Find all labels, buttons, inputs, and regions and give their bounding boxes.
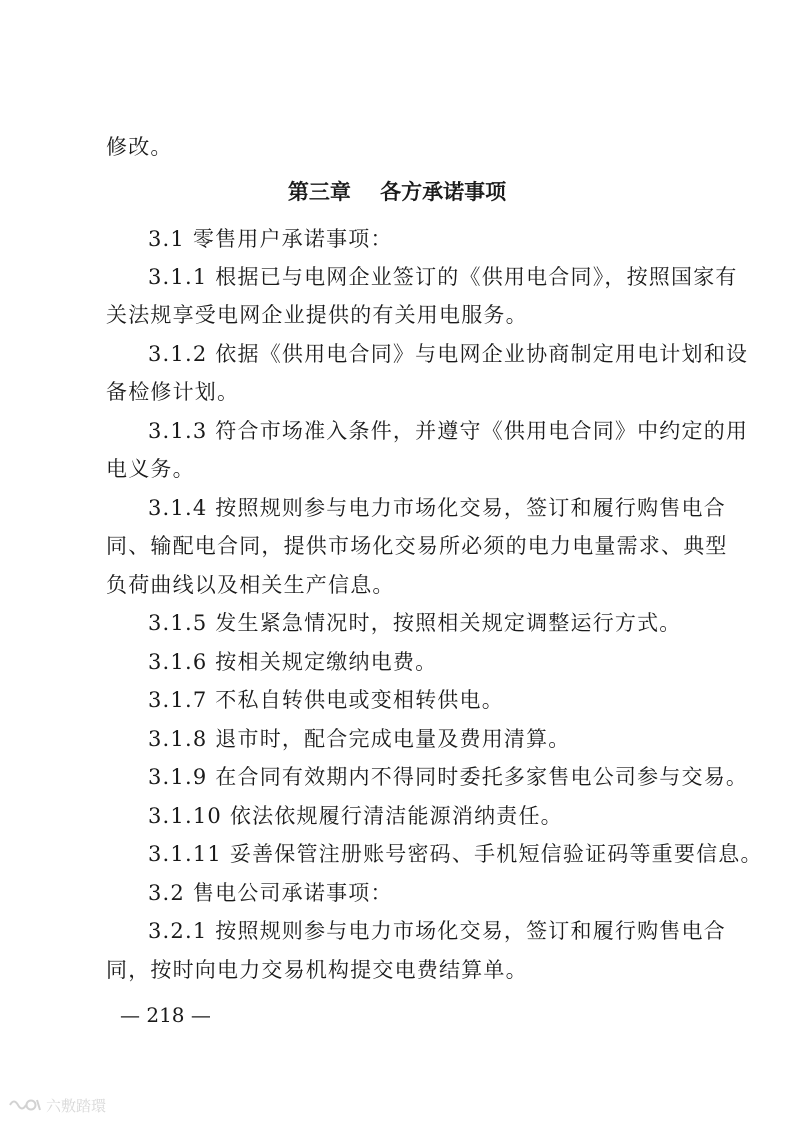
paragraph-line: 3.2.1 按照规则参与电力市场化交易，签订和履行购售电合: [148, 919, 726, 943]
paragraph-line: 3.1.11 妥善保管注册账号密码、手机短信验证码等重要信息。: [148, 842, 763, 866]
chapter-heading: 第三章 各方承诺事项: [287, 180, 507, 204]
paragraph-line: 3.1.7 不私自转供电或变相转供电。: [148, 688, 504, 712]
paragraph-line: 3.1.5 发生紧急情况时，按照相关规定调整运行方式。: [148, 611, 682, 635]
paragraph-line: 关法规享受电网企业提供的有关用电服务。: [106, 303, 528, 327]
watermark-logo-icon: [8, 1096, 42, 1114]
paragraph-line: 3.1.1 根据已与电网企业签订的《供用电合同》，按照国家有: [148, 265, 738, 289]
paragraph-line: 同、输配电合同，提供市场化交易所必须的电力电量需求、典型: [106, 534, 728, 558]
paragraph-line: 3.1.2 依据《供用电合同》与电网企业协商制定用电计划和设: [148, 342, 749, 366]
page-number: — 218 —: [120, 1003, 211, 1027]
paragraph-line: 3.1.10 依法依规履行清洁能源消纳责任。: [148, 804, 563, 828]
paragraph-line: 同，按时向电力交易机构提交电费结算单。: [106, 958, 528, 982]
paragraph-line: 备检修计划。: [106, 380, 240, 404]
section-heading-3-2: 3.2 售电公司承诺事项：: [148, 881, 393, 905]
paragraph-line: 3.1.6 按相关规定缴纳电费。: [148, 650, 438, 674]
section-heading-3-1: 3.1 零售用户承诺事项：: [148, 227, 393, 251]
watermark: [8, 1093, 106, 1117]
paragraph-line: 修改。: [106, 135, 173, 159]
paragraph-line: 电义务。: [106, 457, 195, 481]
paragraph-line: 3.1.8 退市时，配合完成电量及费用清算。: [148, 727, 571, 751]
watermark-text: 六敷踏環: [46, 1096, 107, 1115]
paragraph-line: 3.1.4 按照规则参与电力市场化交易，签订和履行购售电合: [148, 496, 726, 520]
paragraph-line: 3.1.9 在合同有效期内不得同时委托多家售电公司参与交易。: [148, 765, 749, 789]
paragraph-line: 负荷曲线以及相关生产信息。: [106, 573, 395, 597]
paragraph-line: 3.1.3 符合市场准入条件，并遵守《供用电合同》中约定的用: [148, 419, 749, 443]
